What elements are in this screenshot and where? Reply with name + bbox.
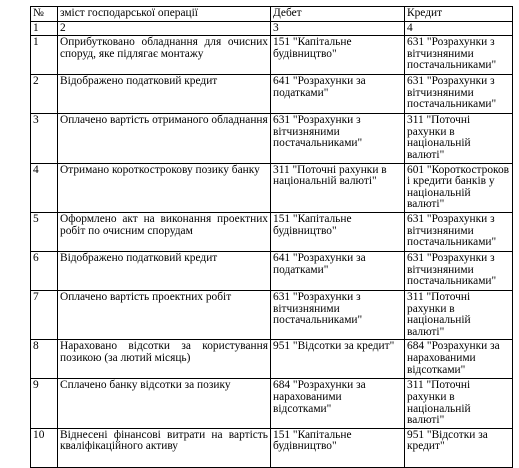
row-credit: 631 "Розрахунки з вітчизняними постачальниками" <box>405 212 513 251</box>
table-row <box>31 251 513 290</box>
row-number: 9 <box>31 379 58 428</box>
row-description: Оформлено акт на виконання проектних робіт по очисним спорудам <box>58 212 271 251</box>
table-row <box>31 212 513 251</box>
row-debit: 311 "Поточні рахунки в національній валюті" <box>271 163 405 212</box>
row-credit: 311 "Поточні рахунки в національній валюті" <box>405 379 513 428</box>
index-cell: 3 <box>271 21 405 36</box>
table-row <box>31 114 513 163</box>
row-number: 6 <box>31 251 58 290</box>
row-description: Відображено податковий кредит <box>58 251 271 290</box>
row-description: Нараховано відсотки за користування позикою (за лютий місяць) <box>58 340 271 379</box>
row-credit: 311 "Поточні рахунки в національній валюті" <box>405 114 513 163</box>
row-debit: 151 "Капітальне будівництво" <box>271 36 405 75</box>
table-row <box>31 379 513 428</box>
row-number: 2 <box>31 75 58 114</box>
row-debit: 641 "Розрахунки за податками" <box>271 75 405 114</box>
index-cell: 4 <box>405 21 513 36</box>
table-row <box>31 75 513 114</box>
header-debit: Дебет <box>271 7 405 22</box>
row-debit: 151 "Капітальне будівництво" <box>271 212 405 251</box>
row-credit: 631 "Розрахунки з вітчизняними постачальниками" <box>405 36 513 75</box>
index-cell: 1 <box>31 21 58 36</box>
row-description: Віднесені фінансові витрати на вартість кваліфікаційного активу <box>58 428 271 467</box>
row-credit: 631 "Розрахунки з вітчизняними постачальниками" <box>405 251 513 290</box>
header-credit: Кредит <box>405 7 513 22</box>
row-number: 8 <box>31 340 58 379</box>
table-row <box>31 428 513 467</box>
row-description: Оплачено вартість отриманого обладнання <box>58 114 271 163</box>
row-description: Відображено податковий кредит <box>58 75 271 114</box>
table-header-row <box>31 7 513 22</box>
row-number: 10 <box>31 428 58 467</box>
row-number: 4 <box>31 163 58 212</box>
row-debit: 631 "Розрахунки з вітчизняними постачальниками" <box>271 114 405 163</box>
accounting-entries-table <box>30 6 513 468</box>
row-number: 3 <box>31 114 58 163</box>
table-row <box>31 36 513 75</box>
row-debit: 151 "Капітальне будівництво" <box>271 428 405 467</box>
row-description: Оприбутковано обладнання для очисних споруд, яке підлягає монтажу <box>58 36 271 75</box>
index-cell: 2 <box>58 21 271 36</box>
row-credit: 311 "Поточні рахунки в національній валюті" <box>405 290 513 339</box>
row-credit: 631 "Розрахунки з вітчизняними постачальниками" <box>405 75 513 114</box>
row-debit: 631 "Розрахунки з вітчизняними постачальниками" <box>271 290 405 339</box>
row-number: 1 <box>31 36 58 75</box>
row-description: Отримано короткострокову позику банку <box>58 163 271 212</box>
header-operation-content: зміст господарської операції <box>58 7 271 22</box>
row-description: Оплачено вартість проектних робіт <box>58 290 271 339</box>
row-debit: 684 "Розрахунки за нарахованими відсотками" <box>271 379 405 428</box>
table-row <box>31 340 513 379</box>
row-credit: 684 "Розрахунки за нарахованими відсотками" <box>405 340 513 379</box>
row-number: 7 <box>31 290 58 339</box>
table-row <box>31 163 513 212</box>
header-number: № <box>31 7 58 22</box>
row-debit: 641 "Розрахунки за податками" <box>271 251 405 290</box>
table-index-row <box>31 21 513 36</box>
row-credit: 601 "Короткостроков і кредити банків у національній валюті" <box>405 163 513 212</box>
table-row <box>31 290 513 339</box>
row-credit: 951 "Відсотки за кредит" <box>405 428 513 467</box>
row-description: Сплачено банку відсотки за позику <box>58 379 271 428</box>
row-number: 5 <box>31 212 58 251</box>
row-debit: 951 "Відсотки за кредит" <box>271 340 405 379</box>
